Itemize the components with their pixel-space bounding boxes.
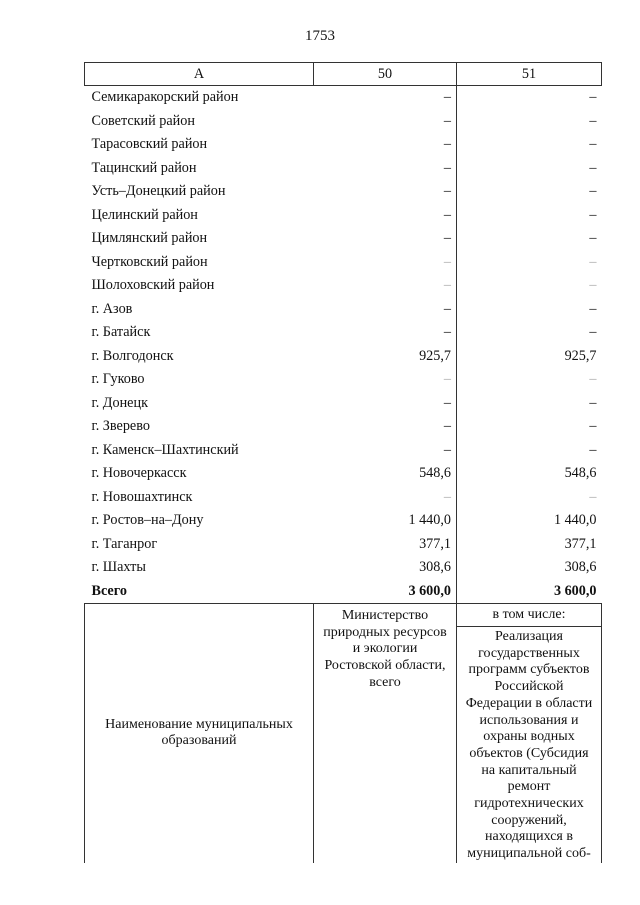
subsidy-header — [457, 627, 602, 863]
municipality-name: Усть–Донецкий район — [91, 183, 226, 200]
municipality-name: Шолоховский район — [91, 277, 215, 294]
municipality-name: Тацинский район — [91, 159, 197, 176]
ministry-header — [314, 604, 457, 863]
table-row — [85, 157, 602, 181]
value-col-51: – — [589, 371, 597, 388]
value-col-51: 308,6 — [564, 559, 597, 576]
municipality-name: Цимлянский район — [91, 230, 208, 247]
municipality-name: г. Донецк — [91, 394, 148, 411]
value-col-51: – — [589, 230, 597, 247]
value-col-51: – — [589, 394, 597, 411]
value-col-50: 548,6 — [314, 462, 457, 486]
value-col-51: – — [589, 112, 597, 129]
ministry-header-text: Министерство природных ресурсов и экологии Ростовской области, всего — [323, 608, 447, 690]
value-col-50: – — [314, 251, 457, 275]
table-row — [85, 298, 602, 322]
table-row — [85, 133, 602, 157]
table-body — [85, 86, 602, 604]
value-col-51: – — [589, 136, 597, 153]
value-col-50: – — [314, 110, 457, 134]
value-col-50: – — [314, 86, 457, 110]
value-col-50: – — [314, 204, 457, 228]
column-header-51: 51 — [457, 63, 602, 86]
value-col-50: 1 440,0 — [314, 509, 457, 533]
municipality-name: Целинский район — [91, 206, 198, 223]
municipality-name: г. Шахты — [91, 559, 146, 576]
value-col-51: – — [589, 441, 597, 458]
subsidy-header-text: Реализация государственных программ субъектов Российской Федерации в области использования и охраны водных объектов (Субсидия на капитальный ремонт гидротехнических сооружений, находящихся в муниципальной соб- — [465, 629, 593, 862]
table-row — [85, 86, 602, 110]
total-row — [85, 580, 602, 604]
table-row — [85, 556, 602, 580]
value-col-51: – — [589, 159, 597, 176]
value-col-50: – — [314, 486, 457, 510]
table-row — [85, 392, 602, 416]
value-col-51: 548,6 — [564, 465, 597, 482]
table-row — [85, 368, 602, 392]
municipality-name: г. Таганрог — [91, 535, 158, 552]
value-col-51: – — [589, 324, 597, 341]
including-header: в том числе: — [457, 604, 602, 627]
table-row — [85, 509, 602, 533]
table-header-row — [85, 63, 602, 86]
value-col-51: – — [589, 488, 597, 505]
value-col-50: – — [314, 321, 457, 345]
municipality-name: г. Азов — [91, 300, 133, 317]
table-row — [85, 439, 602, 463]
total-label: Всего — [91, 582, 127, 599]
value-col-51: – — [589, 300, 597, 317]
value-col-50: 377,1 — [314, 533, 457, 557]
value-col-50: – — [314, 392, 457, 416]
value-col-51: – — [589, 206, 597, 223]
municipality-name: Советский район — [91, 112, 195, 129]
table-row — [85, 180, 602, 204]
value-col-51: – — [589, 183, 597, 200]
table-row — [85, 533, 602, 557]
municipalities-header-text: Наименование муниципальных образований — [105, 716, 293, 749]
value-col-50: – — [314, 415, 457, 439]
municipality-name: Чертковский район — [91, 253, 208, 270]
value-col-50: 925,7 — [314, 345, 457, 369]
table-row — [85, 204, 602, 228]
municipality-name: Тарасовский район — [91, 136, 208, 153]
value-col-50: – — [314, 133, 457, 157]
table-row — [85, 251, 602, 275]
municipality-name: г. Гуково — [91, 371, 145, 388]
municipality-name: г. Зверево — [91, 418, 150, 435]
value-col-51: – — [589, 277, 597, 294]
total-col-50: 3 600,0 — [314, 580, 457, 604]
continuation-header-table — [84, 603, 602, 863]
value-col-50: – — [314, 274, 457, 298]
municipality-name: Семикаракорский район — [91, 89, 239, 106]
municipality-name: г. Каменск–Шахтинский — [91, 441, 239, 458]
value-col-51: 377,1 — [564, 535, 597, 552]
municipality-name: г. Новочеркасск — [91, 465, 187, 482]
table-row — [85, 110, 602, 134]
page-number: 1753 — [305, 28, 335, 44]
value-col-50: – — [314, 439, 457, 463]
column-header-a: А — [85, 63, 314, 86]
table-row — [85, 462, 602, 486]
value-col-51: – — [589, 253, 597, 270]
value-col-51: – — [589, 418, 597, 435]
total-col-51: 3 600,0 — [553, 582, 597, 599]
value-col-50: – — [314, 227, 457, 251]
value-col-50: – — [314, 368, 457, 392]
column-header-50: 50 — [314, 63, 457, 86]
value-col-50: 308,6 — [314, 556, 457, 580]
table-row — [85, 274, 602, 298]
table-row — [85, 321, 602, 345]
municipality-name: г. Батайск — [91, 324, 151, 341]
municipalities-header — [85, 604, 314, 863]
value-col-50: – — [314, 298, 457, 322]
table-row — [85, 415, 602, 439]
municipality-name: г. Новошахтинск — [91, 488, 193, 505]
municipality-name: г. Ростов–на–Дону — [91, 512, 204, 529]
table-row — [85, 345, 602, 369]
value-col-51: – — [589, 89, 597, 106]
value-col-50: – — [314, 180, 457, 204]
table-row — [85, 227, 602, 251]
value-col-51: 1 440,0 — [553, 512, 597, 529]
table-row — [85, 486, 602, 510]
value-col-50: – — [314, 157, 457, 181]
municipality-name: г. Волгодонск — [91, 347, 174, 364]
budget-table — [84, 62, 602, 603]
value-col-51: 925,7 — [564, 347, 597, 364]
